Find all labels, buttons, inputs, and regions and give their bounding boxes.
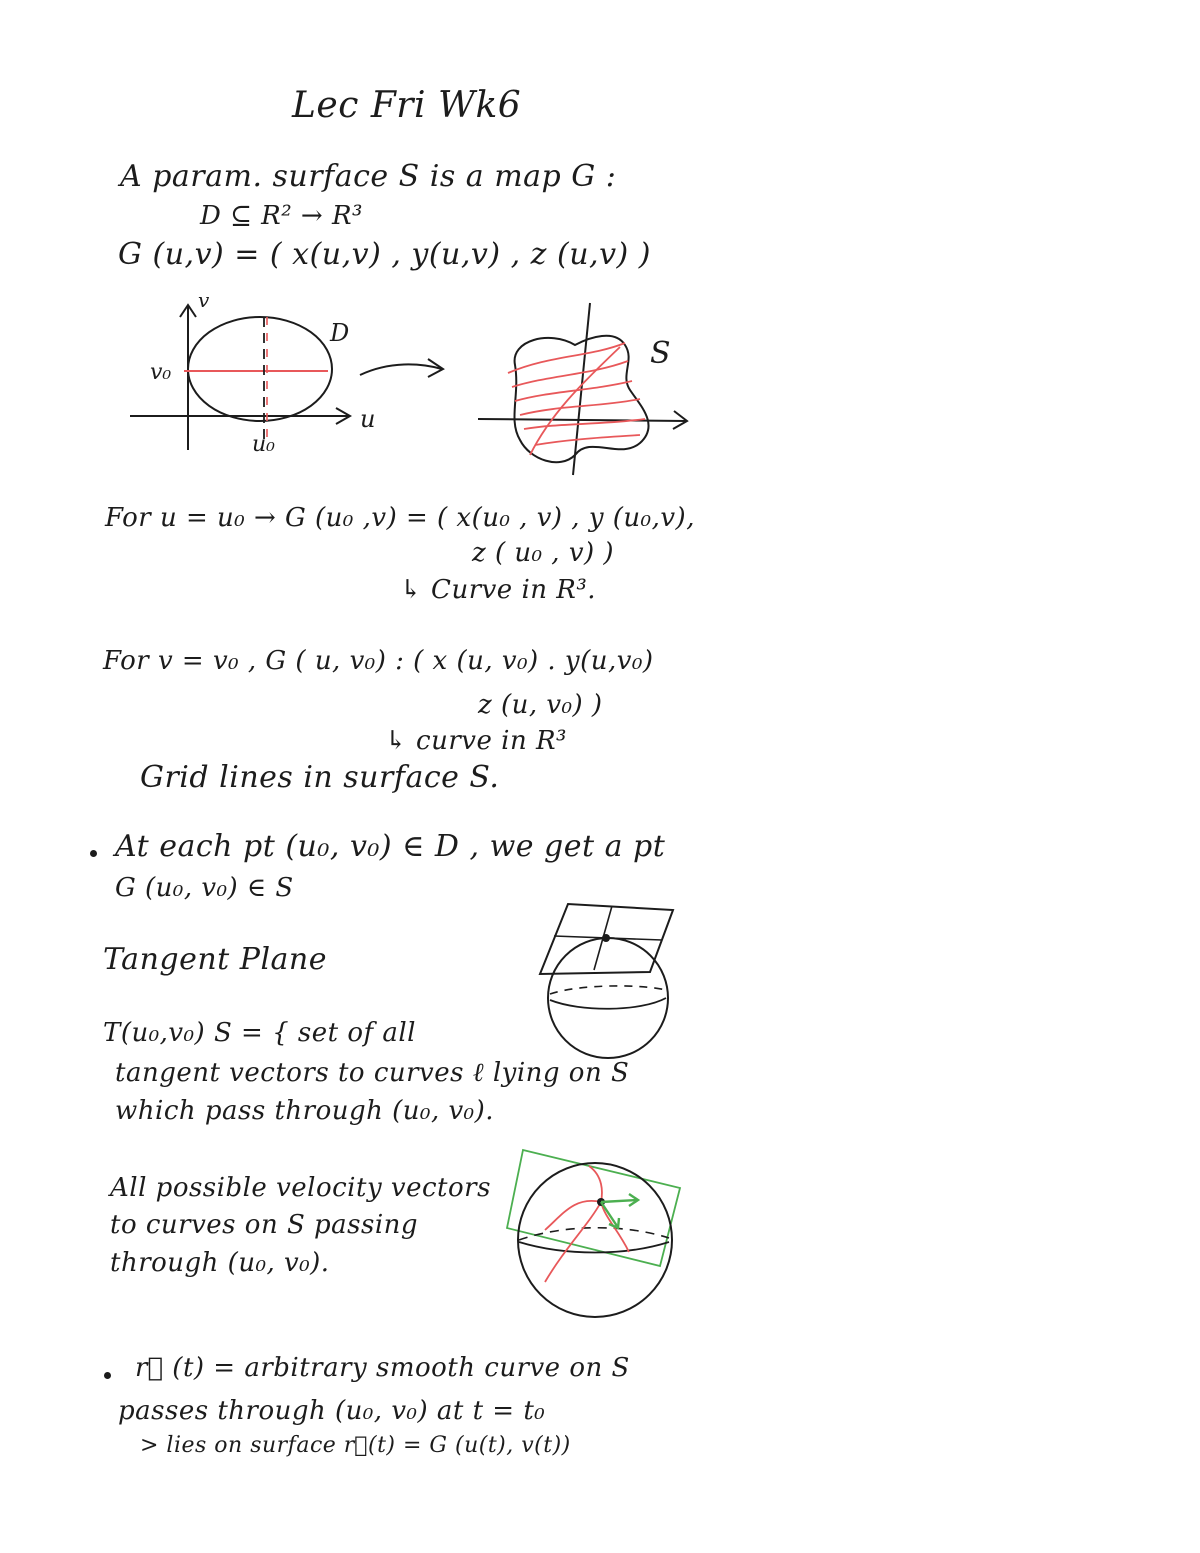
v0-label: v₀ <box>150 360 172 385</box>
mapping-arrow <box>360 364 442 375</box>
v-curve-line-1: For v = v₀ , G ( u, v₀) : ( x (u, v₀) . y(u,v₀) <box>103 646 654 676</box>
sphere-tangent-plane-figure <box>530 900 690 1050</box>
u-curve-line-2: z ( u₀ , v) ) <box>472 538 615 568</box>
u-axis-label: u <box>360 405 376 433</box>
curve-note-line-3: > lies on surface r⃗(t) = G (u(t), v(t)) <box>140 1433 571 1458</box>
definition-line-3: G (u,v) = ( x(u,v) , y(u,v) , z (u,v) ) <box>118 237 651 272</box>
sphere-equator-front <box>519 1242 669 1253</box>
sphere <box>548 938 668 1058</box>
bullet <box>104 1372 111 1379</box>
sphere <box>518 1163 672 1317</box>
u-curve-line-3: ↳ Curve in R³. <box>400 575 597 605</box>
definition-line-2: D ⊆ R² → R³ <box>200 201 363 231</box>
domain-label: D <box>330 319 350 347</box>
tangent-plane-line-1: T(u₀,v₀) S = { set of all <box>103 1018 416 1048</box>
surface-x-axis <box>478 419 686 421</box>
domain-surface-figure <box>120 288 740 495</box>
sphere-equator-back <box>550 986 666 994</box>
sphere-velocity-figure <box>505 1148 685 1318</box>
bullet <box>90 850 97 857</box>
page-title: Lec Fri Wk6 <box>292 85 522 126</box>
velocity-line-1: All possible velocity vectors <box>110 1173 491 1203</box>
curve-note-line-1: r⃗ (t) = arbitrary smooth curve on S <box>135 1353 630 1383</box>
point-note-line-2: G (u₀, v₀) ∈ S <box>115 873 294 903</box>
v-curve-line-2: z (u, v₀) ) <box>478 690 603 720</box>
velocity-line-3: through (u₀, v₀). <box>110 1248 330 1278</box>
sphere-equator-back <box>519 1228 669 1240</box>
v-curve-line-3: ↳ curve in R³ <box>385 726 567 756</box>
tangent-plane-line-2: tangent vectors to curves ℓ lying on S <box>115 1058 630 1088</box>
tangent-plane-heading: Tangent Plane <box>103 942 327 977</box>
sphere-equator-front <box>550 998 666 1009</box>
surface-label: S <box>650 336 671 371</box>
domain-ellipse <box>188 317 332 421</box>
curve-note-line-2: passes through (u₀, v₀) at t = t₀ <box>118 1396 546 1426</box>
tangent-plane-line-3: which pass through (u₀, v₀). <box>115 1096 495 1126</box>
v-axis-label: v <box>198 288 210 312</box>
definition-line-1: A param. surface S is a map G : <box>120 159 617 194</box>
green-velocity-vectors <box>601 1194 638 1228</box>
v-curve-line-4: Grid lines in surface S. <box>140 760 500 795</box>
u0-label: u₀ <box>252 432 275 457</box>
velocity-line-2: to curves on S passing <box>110 1210 419 1240</box>
u-curve-line-1: For u = u₀ → G (u₀ ,v) = ( x(u₀ , v) , y (u₀,v), <box>105 503 695 533</box>
tangent-point <box>602 934 610 942</box>
green-tangent-plane <box>507 1150 680 1266</box>
point-note-line-1: At each pt (u₀, v₀) ∈ D , we get a pt <box>115 829 666 864</box>
